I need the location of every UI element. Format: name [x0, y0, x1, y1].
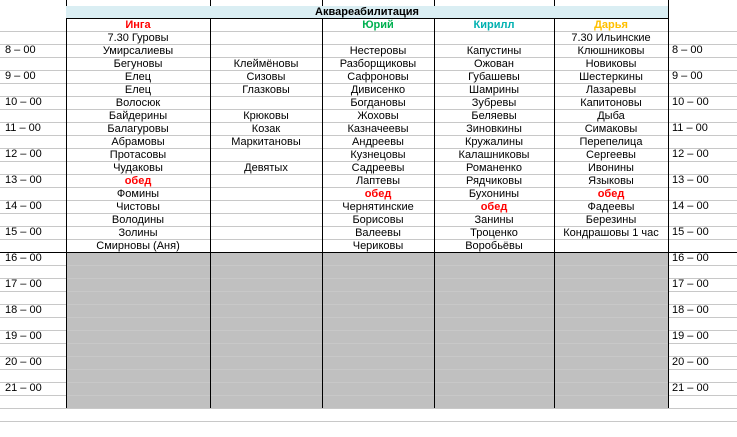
cell-inga-a[interactable]: Смирновы (Аня) — [96, 240, 180, 252]
cell-darya[interactable]: Языковы — [588, 175, 634, 187]
cell-kirill[interactable]: Воробьёвы — [465, 240, 523, 252]
time-label-left[interactable]: 14 – 00 — [5, 200, 42, 212]
time-label-right[interactable]: 12 – 00 — [672, 148, 709, 160]
cell-darya[interactable]: Симаковы — [584, 123, 638, 135]
row-gridline — [0, 304, 737, 305]
cell-kirill[interactable]: Троценко — [470, 227, 518, 239]
cell-darya[interactable]: Лазаревы — [585, 84, 637, 96]
cell-yuriy[interactable]: Садреевы — [351, 162, 405, 174]
cell-kirill[interactable]: Беляевы — [471, 110, 517, 122]
time-label-right[interactable]: 15 – 00 — [672, 226, 709, 238]
cell-yuriy[interactable]: Казначеевы — [347, 123, 409, 135]
cell-inga-a[interactable]: Байдерины — [108, 110, 168, 122]
time-label-left[interactable]: 19 – 00 — [5, 330, 42, 342]
cell-yuriy[interactable]: Чернятинские — [342, 201, 414, 213]
cell-darya[interactable]: Кондрашовы 1 час — [563, 227, 659, 239]
time-label-left[interactable]: 9 – 00 — [5, 70, 36, 82]
cell-yuriy[interactable]: Чериковы — [352, 240, 404, 252]
cell-darya[interactable]: Дыба — [597, 110, 625, 122]
cell-darya[interactable]: Клюшниковы — [577, 45, 645, 57]
time-label-left[interactable]: 12 – 00 — [5, 148, 42, 160]
time-label-left[interactable]: 17 – 00 — [5, 278, 42, 290]
cell-inga-a[interactable]: Волосюк — [115, 97, 161, 109]
cell-yuriy[interactable]: Валеевы — [355, 227, 401, 239]
sheet-title[interactable]: Аквареабилитация — [66, 6, 668, 19]
time-label-left[interactable]: 13 – 00 — [5, 174, 42, 186]
cell-yuriy[interactable]: Дивисенко — [350, 84, 406, 96]
cell-inga-a[interactable]: Елец — [124, 71, 152, 83]
row-gridline — [0, 278, 737, 279]
time-label-left[interactable]: 20 – 00 — [5, 356, 42, 368]
cell-yuriy[interactable]: обед — [364, 188, 392, 200]
header-inga[interactable]: Инга — [125, 19, 151, 31]
cell-inga-a[interactable]: Балагуровы — [107, 123, 169, 135]
cell-kirill[interactable]: Романенко — [466, 162, 522, 174]
time-label-right[interactable]: 21 – 00 — [672, 382, 709, 394]
cell-inga-a[interactable]: Абрамовы — [111, 136, 165, 148]
cell-kirill[interactable]: Бухонины — [468, 188, 520, 200]
cell-kirill[interactable]: Занины — [474, 214, 514, 226]
cell-yuriy[interactable]: Нестеровы — [349, 45, 407, 57]
cell-darya[interactable]: обед — [597, 188, 625, 200]
cell-yuriy[interactable]: Лаптевы — [355, 175, 401, 187]
time-label-right[interactable]: 20 – 00 — [672, 356, 709, 368]
cell-darya[interactable]: Ивонины — [588, 162, 634, 174]
cell-inga-b[interactable]: Глазковы — [242, 84, 290, 96]
time-label-left[interactable]: 8 – 00 — [5, 44, 36, 56]
cell-inga-a[interactable]: Умирсалиевы — [102, 45, 174, 57]
cell-inga-a[interactable]: Бегуновы — [113, 58, 163, 70]
cell-yuriy[interactable]: Разборщиковы — [339, 58, 417, 70]
cell-yuriy[interactable]: Андреевы — [352, 136, 404, 148]
row-gridline — [0, 382, 737, 383]
time-label-right[interactable]: 17 – 00 — [672, 278, 709, 290]
cell-darya[interactable]: 7.30 Ильинские — [571, 32, 651, 44]
time-label-left[interactable]: 21 – 00 — [5, 382, 42, 394]
cell-kirill[interactable]: Рядчиковы — [465, 175, 523, 187]
time-label-left[interactable]: 11 – 00 — [5, 122, 41, 134]
cell-inga-a[interactable]: 7.30 Гуровы — [107, 32, 169, 44]
row-gridline — [0, 330, 737, 331]
cell-inga-b[interactable]: Девятых — [244, 162, 288, 174]
time-label-right[interactable]: 8 – 00 — [672, 44, 703, 56]
cell-inga-a[interactable]: Елец — [124, 84, 152, 96]
row-gridline — [0, 421, 737, 422]
cell-inga-b[interactable]: Сизовы — [246, 71, 286, 83]
cell-yuriy[interactable]: Кузнецовы — [350, 149, 406, 161]
time-label-left[interactable]: 15 – 00 — [5, 226, 42, 238]
cell-darya[interactable]: Шестеркины — [579, 71, 643, 83]
header-yuriy[interactable]: Юрий — [362, 19, 394, 31]
cell-yuriy[interactable]: Сафроновы — [347, 71, 409, 83]
cell-inga-a[interactable]: Протасовы — [109, 149, 167, 161]
cell-darya[interactable]: Перепелица — [579, 136, 643, 148]
cell-kirill[interactable]: Зубревы — [471, 97, 517, 109]
time-label-right[interactable]: 10 – 00 — [672, 96, 709, 108]
time-label-right[interactable]: 13 – 00 — [672, 174, 709, 186]
cell-kirill[interactable]: Зиновкины — [466, 123, 522, 135]
row-gridline — [0, 395, 737, 396]
time-label-right[interactable]: 14 – 00 — [672, 200, 709, 212]
cell-inga-a[interactable]: обед — [124, 175, 152, 187]
cell-inga-b[interactable]: Маркитановы — [231, 136, 301, 148]
cell-inga-a[interactable]: Золины — [118, 227, 158, 239]
cell-kirill[interactable]: Калашниковы — [458, 149, 530, 161]
cell-inga-a[interactable]: Чистовы — [116, 201, 160, 213]
cell-yuriy[interactable]: Богдановы — [350, 97, 406, 109]
cell-inga-a[interactable]: Чудаковы — [113, 162, 163, 174]
time-label-left[interactable]: 16 – 00 — [5, 252, 42, 264]
cell-kirill[interactable]: Губашевы — [468, 71, 520, 83]
cell-kirill[interactable]: Ожован — [474, 58, 514, 70]
cell-inga-b[interactable]: Козак — [251, 123, 281, 135]
cell-darya[interactable]: Сергеевы — [586, 149, 636, 161]
time-label-left[interactable]: 18 – 00 — [5, 304, 42, 316]
row-gridline — [0, 317, 737, 318]
cell-yuriy[interactable]: Жоховы — [357, 110, 399, 122]
row-gridline — [0, 408, 737, 409]
time-label-right[interactable]: 19 – 00 — [672, 330, 709, 342]
cell-kirill[interactable]: обед — [480, 201, 508, 213]
cell-kirill[interactable]: Кружалины — [464, 136, 524, 148]
time-label-left[interactable]: 10 – 00 — [5, 96, 42, 108]
cell-darya[interactable]: Фадеевы — [587, 201, 635, 213]
cell-kirill[interactable]: Капустины — [466, 45, 522, 57]
cell-yuriy[interactable]: Борисовы — [352, 214, 404, 226]
cell-darya[interactable]: Капитоновы — [580, 97, 642, 109]
cell-inga-b[interactable]: Клеймёновы — [233, 58, 299, 70]
time-label-right[interactable]: 11 – 00 — [672, 122, 708, 134]
row-gridline — [0, 356, 737, 357]
row-gridline — [0, 291, 737, 292]
cell-inga-b[interactable]: Крюковы — [243, 110, 289, 122]
cell-darya[interactable]: Новиковы — [585, 58, 637, 70]
cell-kirill[interactable]: Шамрины — [468, 84, 519, 96]
cell-inga-a[interactable]: Фомины — [116, 188, 160, 200]
cell-inga-a[interactable]: Володины — [111, 214, 165, 226]
header-darya[interactable]: Дарья — [594, 19, 628, 31]
header-kirill[interactable]: Кирилл — [473, 19, 515, 31]
row-gridline — [0, 369, 737, 370]
cell-darya[interactable]: Березины — [585, 214, 637, 226]
time-label-right[interactable]: 16 – 00 — [672, 252, 709, 264]
row-gridline — [0, 343, 737, 344]
time-label-right[interactable]: 18 – 00 — [672, 304, 709, 316]
time-label-right[interactable]: 9 – 00 — [672, 70, 703, 82]
row-gridline — [0, 265, 737, 266]
